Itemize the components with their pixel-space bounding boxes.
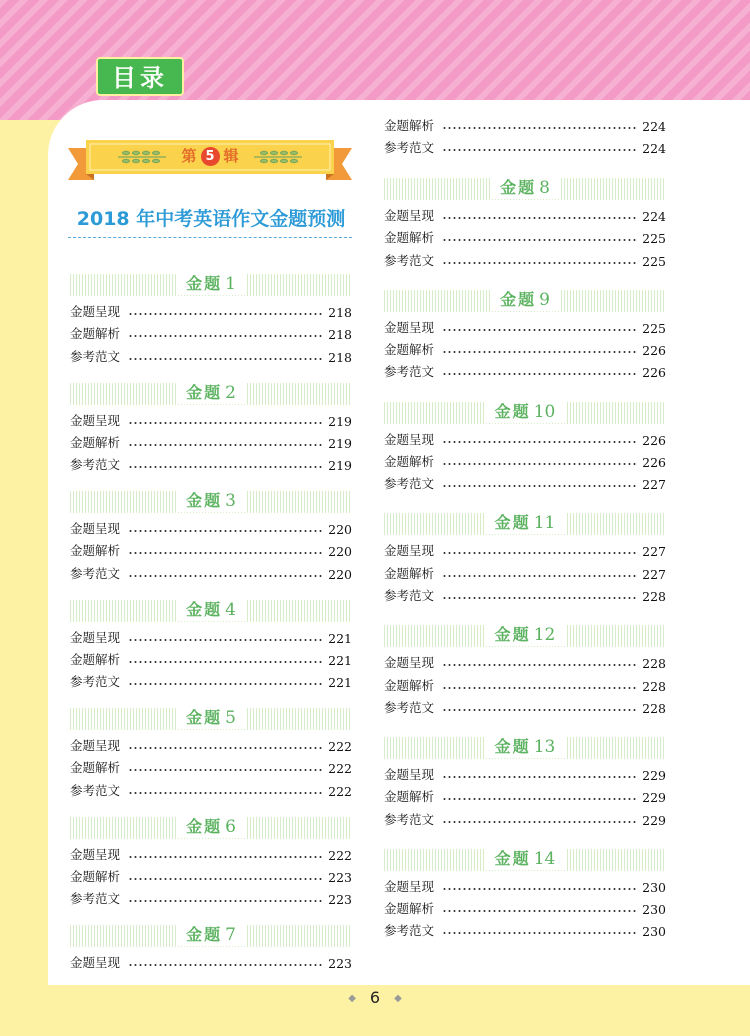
- volume-number-badge: 5: [201, 147, 220, 166]
- group-number: 2: [225, 382, 236, 403]
- group-number: 10: [533, 401, 556, 422]
- group-title: [176, 707, 246, 729]
- toc-entry[interactable]: [384, 247, 666, 269]
- group-number: 14: [533, 848, 556, 869]
- dot-leader: [442, 664, 636, 666]
- dot-leader: [128, 661, 322, 663]
- group-title: [176, 816, 246, 838]
- group-number: 13: [533, 737, 556, 757]
- toc-entry[interactable]: [384, 336, 666, 358]
- toc-entry[interactable]: [384, 917, 666, 939]
- toc-entry-name: 金题解析: [70, 868, 121, 884]
- contents-tab: 目录: [96, 57, 184, 96]
- toc-entry-name: 金题呈现: [70, 521, 121, 536]
- diamond-icon: ◆: [394, 993, 402, 1004]
- toc-entry-name: 金题解析: [70, 434, 121, 450]
- toc-entry-name: 金题解析: [384, 565, 435, 581]
- dot-leader: [442, 910, 636, 912]
- group-header: [384, 402, 666, 424]
- toc-entry-page: 222: [328, 847, 352, 863]
- dot-leader: [128, 444, 322, 446]
- volume-ribbon: [68, 130, 352, 194]
- toc-entry-name: 金题解析: [384, 230, 435, 246]
- group-title-text: 金题: [186, 274, 223, 293]
- group-title-text: 金题: [186, 382, 223, 402]
- toc-entry-name: 金题解析: [70, 326, 121, 342]
- toc-entry-page: 221: [328, 652, 352, 668]
- group-title: [485, 848, 566, 870]
- toc-entry-page: 229: [642, 812, 666, 828]
- toc-entry-name: 金题解析: [384, 677, 435, 693]
- group-number: 12: [533, 625, 556, 646]
- toc-entry-name: 参考范文: [384, 699, 435, 715]
- toc-entry-name: 金题呈现: [70, 738, 121, 753]
- toc-entry[interactable]: [70, 537, 352, 559]
- dot-leader: [128, 552, 322, 554]
- group-header: [70, 925, 352, 947]
- dot-leader: [128, 575, 322, 577]
- group-header: [70, 600, 352, 622]
- dot-leader: [442, 329, 636, 331]
- toc-entry-name: 金题呈现: [70, 412, 121, 428]
- toc-entry[interactable]: [384, 224, 666, 246]
- toc-entry-page: 226: [642, 432, 666, 448]
- dot-leader: [442, 552, 636, 554]
- toc-entry-name: 参考范文: [384, 811, 435, 827]
- group-number: 3: [225, 491, 236, 511]
- toc-entry-name: 参考范文: [384, 588, 435, 603]
- toc-entry[interactable]: [384, 426, 666, 448]
- toc-entry-page: 225: [642, 253, 666, 269]
- group-title: [485, 401, 566, 423]
- toc-entry[interactable]: [384, 560, 666, 582]
- section-title: 2018 年中考英语作文金题预测: [76, 208, 346, 230]
- dot-leader: [442, 575, 636, 577]
- dot-leader: [442, 239, 636, 241]
- dot-leader: [442, 597, 636, 599]
- toc-entry-page: 222: [328, 739, 352, 754]
- dot-leader: [442, 351, 636, 353]
- toc-entry-page: 223: [328, 869, 352, 885]
- group-header: [384, 513, 666, 535]
- group-header: [70, 274, 352, 296]
- dot-leader: [442, 262, 636, 264]
- group-header: [384, 625, 666, 647]
- toc-entry[interactable]: [70, 668, 352, 690]
- group-title-text: 金题: [186, 599, 223, 619]
- dot-leader: [128, 335, 322, 337]
- dot-leader: [128, 769, 322, 771]
- group-header: [70, 708, 352, 730]
- group-number: 11: [533, 513, 556, 534]
- dot-leader: [128, 422, 322, 424]
- toc-entry-page: 230: [642, 924, 666, 940]
- section-title-underline: [68, 237, 352, 238]
- toc-entry-page: 220: [328, 566, 352, 582]
- toc-entry-name: 参考范文: [70, 891, 121, 907]
- toc-entry-name: 金题呈现: [70, 846, 121, 862]
- toc-entry-name: 金题呈现: [384, 543, 435, 559]
- toc-entry-page: 228: [642, 678, 666, 694]
- group-title-text: 金题: [500, 289, 537, 309]
- toc-entry-page: 222: [328, 761, 352, 777]
- group-title: [485, 736, 566, 758]
- toc-entry-page: 224: [642, 141, 666, 157]
- group-title: [490, 289, 560, 311]
- toc-entry[interactable]: [384, 806, 666, 828]
- toc-entry[interactable]: [384, 448, 666, 470]
- toc-entry-page: 218: [328, 327, 352, 343]
- toc-entry-name: 金题呈现: [384, 208, 435, 223]
- toc-entry-page: 228: [642, 589, 666, 604]
- dot-leader: [442, 149, 636, 151]
- group-title: [176, 924, 246, 946]
- group-number: 4: [225, 599, 236, 620]
- toc-entry[interactable]: [384, 112, 666, 134]
- dot-leader: [128, 639, 322, 641]
- toc-entry-page: 220: [328, 544, 352, 560]
- group-header: [70, 383, 352, 405]
- toc-entry-page: 219: [328, 435, 352, 451]
- toc-entry[interactable]: [70, 949, 352, 971]
- dot-leader: [442, 687, 636, 689]
- group-title: [176, 599, 246, 621]
- toc-entry[interactable]: [70, 885, 352, 907]
- toc-entry-page: 226: [642, 454, 666, 470]
- toc-entry-page: 230: [642, 879, 666, 895]
- toc-entry-name: 金题解析: [384, 901, 435, 917]
- dot-leader: [128, 964, 322, 966]
- toc-entry-page: 223: [328, 956, 352, 971]
- group-header: [70, 491, 352, 513]
- toc-entry-name: 金题解析: [384, 342, 435, 358]
- group-title-text: 金题: [186, 925, 223, 944]
- toc-entry[interactable]: [384, 582, 666, 604]
- toc-entry-page: 222: [328, 783, 352, 799]
- toc-entry[interactable]: [70, 754, 352, 776]
- group-title-text: 金题: [186, 708, 223, 727]
- group-number: 1: [225, 274, 236, 294]
- group-title-text: 金题: [494, 401, 531, 421]
- toc-entry[interactable]: [384, 537, 666, 559]
- toc-entry-page: 226: [642, 365, 666, 381]
- toc-entry-page: 219: [328, 413, 352, 429]
- toc-entry-page: 221: [328, 675, 352, 691]
- group-title-text: 金题: [186, 816, 223, 836]
- group-title-text: 金题: [494, 513, 531, 533]
- group-number: 9: [539, 289, 550, 310]
- toc-entry-name: 金题解析: [384, 453, 435, 469]
- toc-entry-name: 参考范文: [70, 348, 121, 364]
- dot-leader: [128, 358, 322, 360]
- toc-entry[interactable]: [384, 672, 666, 694]
- toc-entry-name: 参考范文: [384, 476, 435, 492]
- toc-entry[interactable]: [70, 624, 352, 646]
- toc-entry-page: 219: [328, 458, 352, 474]
- ribbon-prefix: 第: [181, 147, 197, 165]
- group-title-text: 金题: [500, 178, 537, 197]
- toc-entry-page: 221: [328, 630, 352, 646]
- group-title-text: 金题: [186, 491, 223, 510]
- group-header: [70, 817, 352, 839]
- toc-entry-name: 金题呈现: [384, 655, 435, 671]
- dot-leader: [442, 888, 636, 890]
- toc-entry-name: 金题解析: [70, 760, 121, 776]
- dot-leader: [128, 530, 322, 532]
- dot-leader: [442, 776, 636, 778]
- group-header: [384, 178, 666, 200]
- dot-leader: [128, 856, 322, 858]
- toc-entry-page: 220: [328, 522, 352, 537]
- toc-entry[interactable]: [70, 343, 352, 365]
- dot-leader: [442, 441, 636, 443]
- group-number: 5: [225, 708, 236, 728]
- toc-entry-name: 参考范文: [384, 252, 435, 268]
- toc-entry[interactable]: [70, 646, 352, 668]
- toc-entry-name: 参考范文: [384, 364, 435, 380]
- ribbon-suffix: 辑: [223, 147, 239, 165]
- toc-entry-page: 218: [328, 305, 352, 320]
- toc-entry-page: 225: [642, 231, 666, 247]
- toc-entry-page: 229: [642, 768, 666, 783]
- toc-entry-page: 228: [642, 700, 666, 716]
- toc-entry-page: 230: [642, 902, 666, 918]
- toc-entry[interactable]: [70, 777, 352, 799]
- toc-entry[interactable]: [384, 134, 666, 156]
- toc-entry-name: 参考范文: [70, 674, 121, 690]
- toc-entry-name: 金题呈现: [384, 319, 435, 335]
- toc-entry-name: 金题解析: [70, 651, 121, 667]
- toc-entry-name: 参考范文: [70, 457, 121, 473]
- toc-entry[interactable]: [384, 694, 666, 716]
- group-number: 8: [539, 178, 550, 198]
- toc-entry[interactable]: [70, 451, 352, 473]
- toc-entry-name: 金题解析: [384, 789, 435, 805]
- toc-entry[interactable]: [384, 314, 666, 336]
- dot-leader: [442, 373, 636, 375]
- group-title: [176, 490, 246, 512]
- toc-entry[interactable]: [384, 470, 666, 492]
- toc-entry-page: 227: [642, 566, 666, 582]
- dot-leader: [442, 821, 636, 823]
- dot-leader: [442, 798, 636, 800]
- group-title-text: 金题: [494, 625, 531, 645]
- dot-leader: [442, 932, 636, 934]
- group-header: [384, 737, 666, 759]
- toc-entry-name: 金题呈现: [70, 629, 121, 645]
- toc-entry[interactable]: [384, 873, 666, 895]
- toc-entry[interactable]: [384, 358, 666, 380]
- toc-entry-page: 225: [642, 320, 666, 336]
- toc-entry[interactable]: [384, 761, 666, 783]
- toc-entry-page: 229: [642, 790, 666, 806]
- group-number: 7: [225, 925, 236, 945]
- toc-entry-name: 金题解析: [70, 543, 121, 559]
- ribbon-title: [68, 144, 352, 168]
- group-title-text: 金题: [494, 737, 531, 756]
- toc-entry-page: 224: [642, 119, 666, 134]
- page-footer: [0, 986, 750, 1010]
- dot-leader: [442, 217, 636, 219]
- toc-entry-page: 228: [642, 656, 666, 672]
- toc-entry-page: 227: [642, 477, 666, 493]
- group-title: [485, 624, 566, 646]
- diamond-icon: ◆: [348, 993, 356, 1004]
- toc-entry[interactable]: [70, 429, 352, 451]
- toc-entry[interactable]: [70, 732, 352, 754]
- dot-leader: [128, 747, 322, 749]
- dot-leader: [442, 485, 636, 487]
- toc-entry[interactable]: [70, 841, 352, 863]
- toc-entry[interactable]: [70, 407, 352, 429]
- toc-entry-page: 226: [642, 343, 666, 359]
- toc-entry[interactable]: [70, 515, 352, 537]
- page-number: 6: [369, 988, 381, 1007]
- group-number: 6: [225, 816, 236, 837]
- toc-entry[interactable]: [70, 320, 352, 342]
- group-title: [490, 177, 560, 199]
- dot-leader: [128, 792, 322, 794]
- group-header: [384, 290, 666, 312]
- group-title: [485, 512, 566, 534]
- dot-leader: [128, 466, 322, 468]
- toc-entry-page: 223: [328, 892, 352, 908]
- toc-entry-name: 金题呈现: [384, 767, 435, 782]
- toc-entry[interactable]: [384, 202, 666, 224]
- toc-entry[interactable]: [384, 895, 666, 917]
- group-header: [384, 849, 666, 871]
- toc-entry-page: 218: [328, 349, 352, 365]
- toc-entry-name: 金题呈现: [70, 955, 121, 970]
- toc-entry-name: 金题呈现: [70, 304, 121, 319]
- toc-entry-page: 224: [642, 209, 666, 224]
- dot-leader: [442, 463, 636, 465]
- toc-entry-name: 金题呈现: [384, 431, 435, 447]
- dot-leader: [442, 709, 636, 711]
- group-title: [176, 273, 246, 295]
- toc-entry-name: 参考范文: [384, 140, 435, 156]
- group-title-text: 金题: [494, 848, 531, 868]
- dot-leader: [442, 127, 636, 129]
- toc-entry-name: 参考范文: [384, 923, 435, 939]
- dot-leader: [128, 900, 322, 902]
- toc-entry[interactable]: [70, 298, 352, 320]
- toc-entry-name: 金题呈现: [384, 878, 435, 894]
- toc-entry[interactable]: [384, 783, 666, 805]
- toc-entry[interactable]: [70, 560, 352, 582]
- toc-entry[interactable]: [70, 863, 352, 885]
- toc-entry-page: 227: [642, 544, 666, 560]
- toc-entry-name: 参考范文: [70, 782, 121, 798]
- toc-entry[interactable]: [384, 649, 666, 671]
- toc-entry-name: 金题解析: [384, 118, 435, 133]
- toc-entry-name: 参考范文: [70, 565, 121, 581]
- group-title: [176, 382, 246, 404]
- dot-leader: [128, 313, 322, 315]
- dot-leader: [128, 683, 322, 685]
- dot-leader: [128, 878, 322, 880]
